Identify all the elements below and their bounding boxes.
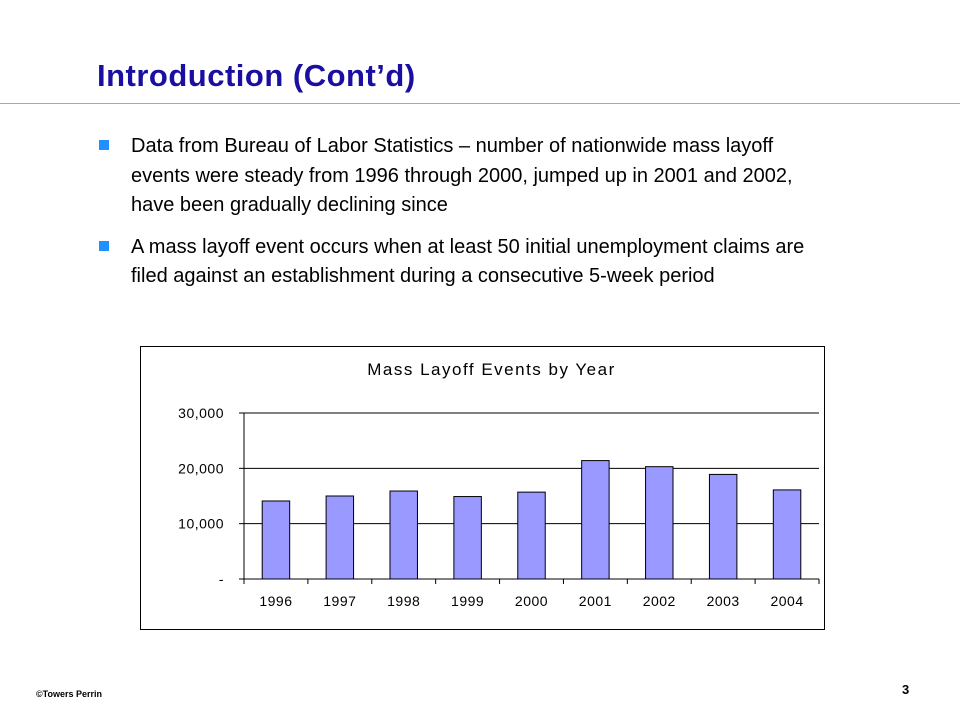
y-tick-label: 10,000 (178, 515, 224, 532)
bullet-text: Data from Bureau of Labor Statistics – number of nationwide mass layoff events were steady from 1996 through 2000, jumped up in 2001 and 2002, have been gradually declining since (131, 135, 793, 216)
x-tick-label: 1997 (323, 593, 357, 609)
square-bullet-icon (99, 241, 109, 251)
x-tick-label: 1996 (259, 593, 293, 609)
x-tick-label: 1998 (387, 593, 421, 609)
bar (326, 496, 353, 579)
bar (646, 467, 673, 579)
bar (773, 490, 800, 579)
x-tick-label: 2000 (514, 593, 549, 609)
y-tick-label: 20,000 (178, 460, 224, 477)
square-bullet-icon (99, 140, 109, 150)
slide-title: Introduction (Cont’d) (97, 58, 416, 93)
y-tick-label: - (218, 571, 224, 587)
chart-container (140, 346, 825, 630)
x-tick-label: 2001 (578, 593, 612, 609)
x-tick-label: 1999 (451, 593, 485, 609)
bar (262, 501, 289, 579)
x-tick-label: 2004 (770, 593, 804, 609)
bar (454, 497, 481, 579)
bar (390, 491, 417, 579)
bar (709, 474, 736, 579)
bar (518, 492, 545, 579)
bar (582, 461, 609, 579)
y-tick-label: 30,000 (178, 405, 224, 421)
chart-title: Mass Layoff Events by Year (367, 360, 616, 379)
title-divider (0, 103, 960, 104)
page-number: 3 (902, 682, 910, 697)
bullet-list (96, 132, 836, 304)
x-tick-label: 2002 (642, 593, 676, 609)
bullet-text: A mass layoff event occurs when at least 50 initial unemployment claims are filed against an establishment during a consecutive 5-week period (131, 235, 805, 287)
bar-chart (141, 347, 824, 629)
x-tick-label: 2003 (706, 593, 740, 609)
bullet-item (96, 233, 836, 292)
bullet-item (96, 132, 836, 221)
footer-copyright: ©Towers Perrin (36, 689, 102, 699)
